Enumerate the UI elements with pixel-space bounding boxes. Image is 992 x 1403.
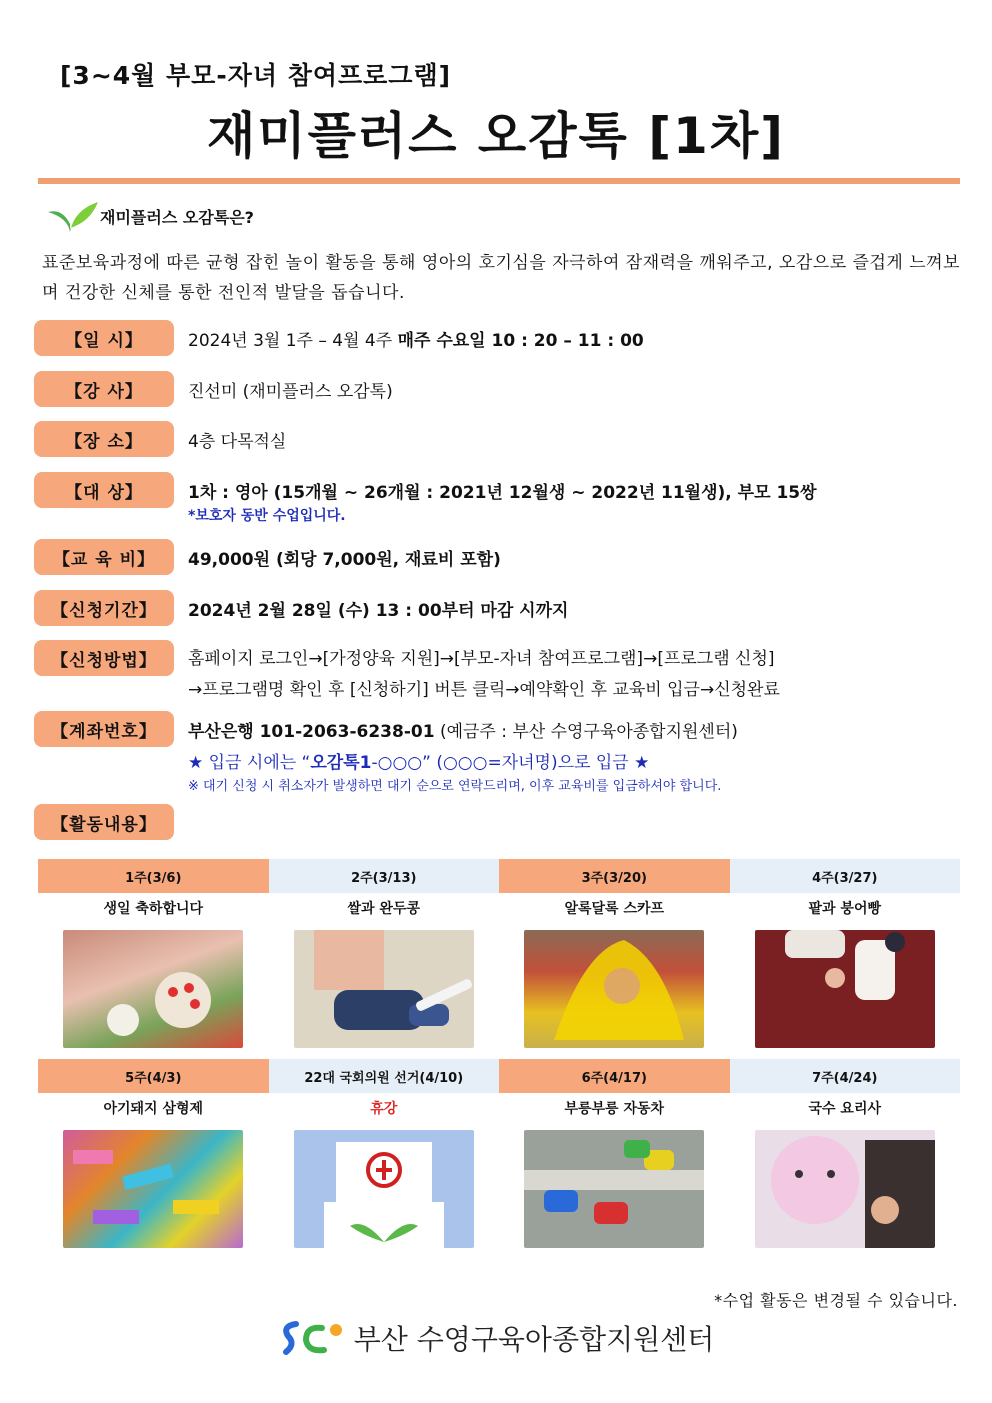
election-icon-image	[294, 1130, 474, 1248]
week-cell: 7주(4/24)	[730, 1059, 961, 1093]
activity-name-row	[38, 893, 960, 923]
method-line1: 홈페이지 로그인→[가정양육 지원]→[부모-자녀 참여프로그램]→[프로그램 신청]	[188, 649, 775, 669]
fee-text: 49,000원 (회당 7,000원, 재료비 포함)	[188, 550, 501, 570]
target-note: *보호자 동반 수업입니다.	[188, 508, 346, 524]
activity-name: 팥과 붕어빵	[808, 901, 881, 917]
target-label: 【대 상】	[34, 472, 174, 508]
noodle-cook-photo	[755, 1130, 935, 1248]
period-value	[188, 596, 568, 621]
activities-table	[38, 859, 960, 1259]
account-bank: 부산은행 101-2063-6238-01	[188, 722, 435, 742]
title-divider	[38, 178, 960, 184]
activity-name-row	[38, 1093, 960, 1123]
deposit-code: 오감톡1	[310, 753, 372, 773]
schedule-label: 【일 시】	[34, 320, 174, 356]
deposit-note-prefix: ★ 입금 시에는 “	[188, 753, 311, 773]
instructor-value: 진선미 (재미플러스 오감톡)	[188, 382, 393, 402]
period-text: 2024년 2월 28일 (수) 13 : 00부터 마감 시까지	[188, 601, 569, 621]
week-cell: 6주(4/17)	[499, 1059, 730, 1093]
sprout-icon	[40, 196, 100, 236]
colorful-scarf-photo	[524, 930, 704, 1048]
activity-name: 부릉부릉 자동차	[564, 1101, 665, 1117]
fee-label: 【교 육 비】	[34, 539, 174, 575]
program-subtitle: [3~4월 부모-자녀 참여프로그램]	[60, 61, 452, 90]
intro-text: 표준보육과정에 따른 균형 잡힌 놀이 활동을 통해 영아의 호기심을 자극하여 잠재력을 깨워주고, 오감으로 즐겁게 느껴보며 건강한 신체를 통한 전인적 발달을 돕습니다.	[42, 253, 960, 303]
footer	[0, 1316, 992, 1360]
fee-value	[188, 545, 501, 570]
target-text: 1차 : 영아 (15개월 ~ 26개월 : 2021년 12월생 ~ 2022년 11월생), 부모 15쌍	[188, 483, 817, 503]
deposit-note-suffix: -○○○” (○○○=자녀명)으로 입금 ★	[371, 753, 650, 773]
method-value	[188, 644, 780, 700]
activity-name: 쌀과 완두콩	[347, 901, 420, 917]
account-holder: (예금주 : 부산 수영구육아종합지원센터)	[434, 722, 738, 742]
schedule-date: 2024년 3월 1주 – 4월 4주	[188, 331, 398, 351]
activity-name: 생일 축하합니다	[103, 901, 204, 917]
account-label: 【계좌번호】	[34, 711, 174, 747]
intro-heading	[40, 196, 254, 236]
account-value	[188, 717, 738, 794]
intro-heading-text: 재미플러스 오감톡은?	[100, 207, 254, 227]
deposit-note	[188, 748, 738, 773]
toy-cars-photo	[524, 1130, 704, 1248]
program-title: 재미플러스 오감톡 [1차]	[206, 107, 785, 165]
waitlist-note: ※ 대기 신청 시 취소자가 발생하면 대기 순으로 연락드리며, 이후 교육비를 입금하셔야 합니다.	[188, 779, 722, 794]
rice-beans-photo	[294, 930, 474, 1048]
schedule-value	[188, 326, 644, 351]
activity-name: 휴강	[370, 1101, 398, 1117]
week-cell: 2주(3/13)	[269, 859, 500, 893]
week-cell: 4주(3/27)	[730, 859, 961, 893]
activity-name: 국수 요리사	[808, 1101, 881, 1117]
week-cell: 1주(3/6)	[38, 859, 269, 893]
instructor-label: 【강 사】	[34, 371, 174, 407]
change-disclaimer: *수업 활동은 변경될 수 있습니다.	[714, 1291, 958, 1310]
activity-photo-row	[38, 1123, 960, 1259]
week-cell: 22대 국회의원 선거(4/10)	[269, 1059, 500, 1093]
week-cell: 5주(4/3)	[38, 1059, 269, 1093]
week-header-row	[38, 859, 960, 893]
schedule-time: 매주 수요일 10 : 20 – 11 : 00	[397, 331, 644, 351]
center-logo-icon	[278, 1316, 348, 1360]
center-name: 부산 수영구육아종합지원센터	[353, 1323, 715, 1356]
toy-blocks-photo	[63, 1130, 243, 1248]
activity-photo-row	[38, 923, 960, 1059]
activity-name: 아기돼지 삼형제	[103, 1101, 204, 1117]
method-label: 【신청방법】	[34, 640, 174, 676]
red-beans-photo	[755, 930, 935, 1048]
place-label: 【장 소】	[34, 421, 174, 457]
method-line2: →프로그램명 확인 후 [신청하기] 버튼 클릭→예약확인 후 교육비 입금→신청완료	[188, 680, 780, 700]
activity-name: 알록달록 스카프	[564, 901, 665, 917]
place-value: 4층 다목적실	[188, 432, 287, 452]
birthday-cake-photo	[63, 930, 243, 1048]
target-value	[188, 478, 817, 525]
period-label: 【신청기간】	[34, 590, 174, 626]
activities-label: 【활동내용】	[34, 804, 174, 840]
week-cell: 3주(3/20)	[499, 859, 730, 893]
week-header-row	[38, 1059, 960, 1093]
